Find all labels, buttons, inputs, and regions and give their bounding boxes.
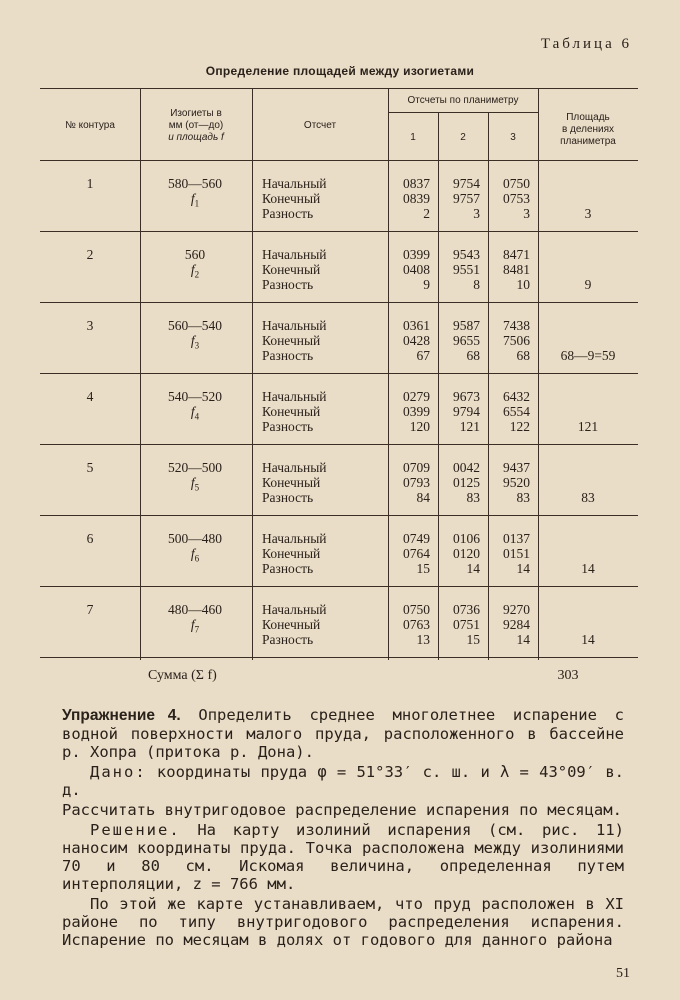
header-col-1: 1	[410, 132, 416, 143]
area-symbol	[140, 617, 250, 638]
planimeter-value: 9794	[453, 404, 480, 419]
header-isohyets-line: и площадь f	[168, 132, 224, 143]
planimeter-value: 0764	[403, 546, 430, 561]
header-planimeter: Отсчеты по планиметру	[407, 95, 519, 106]
area-value: 68—9=59	[560, 348, 616, 363]
col-divider	[252, 88, 253, 660]
table-number: Таблица 6	[540, 36, 632, 52]
area-value: 9	[584, 277, 592, 292]
reading-label: Разность	[262, 561, 314, 576]
planimeter-value: 9655	[453, 333, 480, 348]
isohyet-range	[140, 318, 250, 354]
reading-label: Начальный	[262, 318, 327, 333]
area-symbol-subscript: 3	[194, 340, 200, 351]
planimeter-value: 0837	[403, 176, 430, 191]
planimeter-value: 0137	[503, 531, 530, 546]
isohyet-range	[140, 247, 250, 283]
planimeter-value: 15	[416, 561, 430, 576]
planimeter-value: 0428	[403, 333, 430, 348]
contour-number: 7	[86, 602, 94, 617]
area-symbol-letter: f	[190, 404, 195, 419]
area-symbol	[140, 333, 250, 354]
page-number: 51	[616, 966, 630, 981]
planimeter-value: 83	[516, 490, 530, 505]
planimeter-value: 0361	[403, 318, 430, 333]
reading-label: Начальный	[262, 602, 327, 617]
planimeter-value: 0753	[503, 191, 530, 206]
planimeter-value: 0399	[403, 404, 430, 419]
area-symbol-letter: f	[190, 262, 195, 277]
reading-label: Конечный	[262, 546, 321, 561]
contour-number: 1	[86, 176, 94, 191]
planimeter-value: 120	[409, 419, 430, 434]
reading-label: Начальный	[262, 247, 327, 262]
planimeter-value: 0751	[453, 617, 480, 632]
planimeter-value: 0750	[503, 176, 530, 191]
planimeter-value: 13	[416, 632, 430, 647]
area-symbol-subscript: 2	[194, 269, 200, 280]
planimeter-value: 10	[516, 277, 530, 292]
exercise-paragraph	[62, 706, 624, 761]
area-symbol-letter: f	[190, 617, 195, 632]
reading-label: Разность	[262, 348, 314, 363]
planimeter-subheader-rule	[388, 112, 538, 113]
planimeter-value: 0399	[403, 247, 430, 262]
planimeter-value: 0125	[453, 475, 480, 490]
planimeter-value: 84	[416, 490, 430, 505]
reading-label: Конечный	[262, 333, 321, 348]
reading-label: Разность	[262, 206, 314, 221]
planimeter-value: 6554	[503, 404, 530, 419]
planimeter-value: 2	[423, 206, 430, 221]
area-value: 83	[581, 490, 595, 505]
isohyet-range	[140, 176, 250, 212]
planimeter-value: 122	[509, 419, 530, 434]
planimeter-value: 9754	[453, 176, 480, 191]
planimeter-value: 0120	[453, 546, 480, 561]
reading-label: Разность	[262, 490, 314, 505]
area-symbol-subscript: 4	[194, 411, 200, 422]
planimeter-value: 9543	[453, 247, 480, 262]
planimeter-value: 0709	[403, 460, 430, 475]
reading-label: Конечный	[262, 475, 321, 490]
reading-label: Начальный	[262, 531, 327, 546]
area-symbol	[140, 404, 250, 425]
table-title: Определение площадей между изогиетами	[205, 64, 475, 78]
header-col-2: 2	[460, 132, 466, 143]
reading-label: Начальный	[262, 389, 327, 404]
planimeter-value: 9437	[503, 460, 530, 475]
reading-label: Конечный	[262, 617, 321, 632]
reading-label: Разность	[262, 419, 314, 434]
sum-label: Сумма (Σ f)	[148, 668, 217, 683]
planimeter-value: 0839	[403, 191, 430, 206]
reading-label: Начальный	[262, 176, 327, 191]
planimeter-value: 8	[473, 277, 480, 292]
header-isohyets-line: мм (от—до)	[168, 120, 224, 131]
area-symbol-letter: f	[190, 191, 195, 206]
reading-label: Конечный	[262, 404, 321, 419]
area-symbol-subscript: 1	[194, 198, 200, 209]
planimeter-value: 9757	[453, 191, 480, 206]
reading-label: Конечный	[262, 191, 321, 206]
header-isohyets	[140, 108, 252, 144]
isohyet-range-value: 540—520	[168, 389, 222, 404]
col-divider	[488, 112, 489, 660]
planimeter-value: 0279	[403, 389, 430, 404]
reading-label: Разность	[262, 277, 314, 292]
planimeter-value: 9673	[453, 389, 480, 404]
header-bottom-rule	[40, 160, 638, 161]
isohyet-range-value: 520—500	[168, 460, 222, 475]
header-col-3: 3	[510, 132, 516, 143]
area-symbol-letter: f	[190, 333, 195, 348]
planimeter-value: 3	[473, 206, 480, 221]
header-reading: Отсчет	[303, 120, 337, 131]
solution-paragraph	[62, 821, 624, 893]
isohyet-range	[140, 460, 250, 496]
reading-label: Начальный	[262, 460, 327, 475]
given-label: Дано:	[90, 763, 147, 781]
planimeter-value: 0736	[453, 602, 480, 617]
planimeter-value: 6432	[503, 389, 530, 404]
isohyet-range-value: 500—480	[168, 531, 222, 546]
row-rule	[40, 586, 638, 587]
row-rule	[40, 657, 638, 658]
planimeter-value: 68	[516, 348, 530, 363]
planimeter-value: 67	[416, 348, 430, 363]
exercise-text-block	[62, 706, 624, 951]
planimeter-value: 0750	[403, 602, 430, 617]
area-symbol	[140, 475, 250, 496]
planimeter-value: 121	[459, 419, 480, 434]
sum-value: 303	[557, 668, 579, 683]
header-area-line: планиметра	[560, 136, 616, 147]
contour-number: 4	[86, 389, 94, 404]
area-symbol	[140, 262, 250, 283]
planimeter-value: 14	[516, 561, 530, 576]
area-symbol-subscript: 7	[194, 624, 200, 635]
isohyet-range	[140, 389, 250, 425]
planimeter-value: 14	[466, 561, 480, 576]
exercise-title: Упражнение 4.	[62, 707, 181, 724]
planimeter-value: 8481	[503, 262, 530, 277]
task-paragraph: Рассчитать внутригодовое распределение испарения по месяцам.	[62, 801, 622, 819]
area-value: 14	[581, 561, 595, 576]
table-top-rule	[40, 88, 638, 89]
planimeter-value: 0793	[403, 475, 430, 490]
isohyet-range-value: 560	[184, 247, 206, 262]
contour-number: 6	[86, 531, 94, 546]
row-rule	[40, 231, 638, 232]
planimeter-value: 0749	[403, 531, 430, 546]
planimeter-value: 3	[523, 206, 530, 221]
solution-label: Решение.	[90, 821, 181, 839]
reading-label: Конечный	[262, 262, 321, 277]
isohyet-range-value: 560—540	[168, 318, 222, 333]
area-value: 14	[581, 632, 595, 647]
header-isohyets-line: Изогиеты в	[170, 108, 222, 119]
contour-number: 3	[86, 318, 94, 333]
header-area-line: Площадь	[566, 112, 610, 123]
row-rule	[40, 373, 638, 374]
planimeter-value: 0408	[403, 262, 430, 277]
isohyet-range-value: 480—460	[168, 602, 222, 617]
planimeter-value: 9551	[453, 262, 480, 277]
exercise-text: Определить среднее многолетнее испарение с водной поверхности малого пруда, расположенного в бассейне р. Хопра (притока р. Дона).	[62, 706, 624, 761]
isohyet-range	[140, 602, 250, 638]
planimeter-value: 0763	[403, 617, 430, 632]
area-value: 3	[584, 206, 592, 221]
planimeter-value: 9284	[503, 617, 530, 632]
contour-number: 2	[86, 247, 94, 262]
planimeter-value: 0151	[503, 546, 530, 561]
area-symbol	[140, 191, 250, 212]
col-divider	[140, 88, 141, 660]
row-rule	[40, 444, 638, 445]
header-contour: № контура	[65, 120, 115, 131]
area-symbol-letter: f	[190, 546, 195, 561]
header-area	[538, 112, 638, 148]
area-symbol	[140, 546, 250, 567]
area-symbol-letter: f	[190, 475, 195, 490]
planimeter-value: 14	[516, 632, 530, 647]
area-symbol-subscript: 5	[194, 482, 200, 493]
area-value: 121	[577, 419, 599, 434]
planimeter-value: 9270	[503, 602, 530, 617]
continuation-paragraph: По этой же карте устанавливаем, что пруд расположен в XI районе по типу внутригодового распределения испарения. Испарение по месяцам в долях от годового для данного района	[62, 895, 624, 949]
row-rule	[40, 302, 638, 303]
planimeter-value: 7506	[503, 333, 530, 348]
planimeter-value: 0106	[453, 531, 480, 546]
contour-number: 5	[86, 460, 94, 475]
solution-text: На карту изолиний испарения (см. рис. 11) наносим координаты пруда. Точка расположена между изолиниями 70 и 80 см. Искомая величина, определенная путем интерполяции, z = 766 мм.	[62, 821, 624, 893]
planimeter-value: 83	[466, 490, 480, 505]
planimeter-value: 9520	[503, 475, 530, 490]
row-rule	[40, 515, 638, 516]
header-area-line: в делениях	[561, 124, 615, 135]
area-symbol-subscript: 6	[194, 553, 200, 564]
planimeter-value: 15	[466, 632, 480, 647]
isohyet-range	[140, 531, 250, 567]
isohyet-range-value: 580—560	[168, 176, 222, 191]
planimeter-value: 68	[466, 348, 480, 363]
given-text: координаты пруда φ = 51°33′ с. ш. и λ = 43°09′ в. д.	[62, 763, 624, 799]
planimeter-value: 7438	[503, 318, 530, 333]
reading-label: Разность	[262, 632, 314, 647]
planimeter-value: 9	[423, 277, 430, 292]
planimeter-value: 0042	[453, 460, 480, 475]
planimeter-value: 9587	[453, 318, 480, 333]
col-divider	[438, 112, 439, 660]
planimeter-value: 8471	[503, 247, 530, 262]
given-paragraph	[62, 763, 624, 799]
